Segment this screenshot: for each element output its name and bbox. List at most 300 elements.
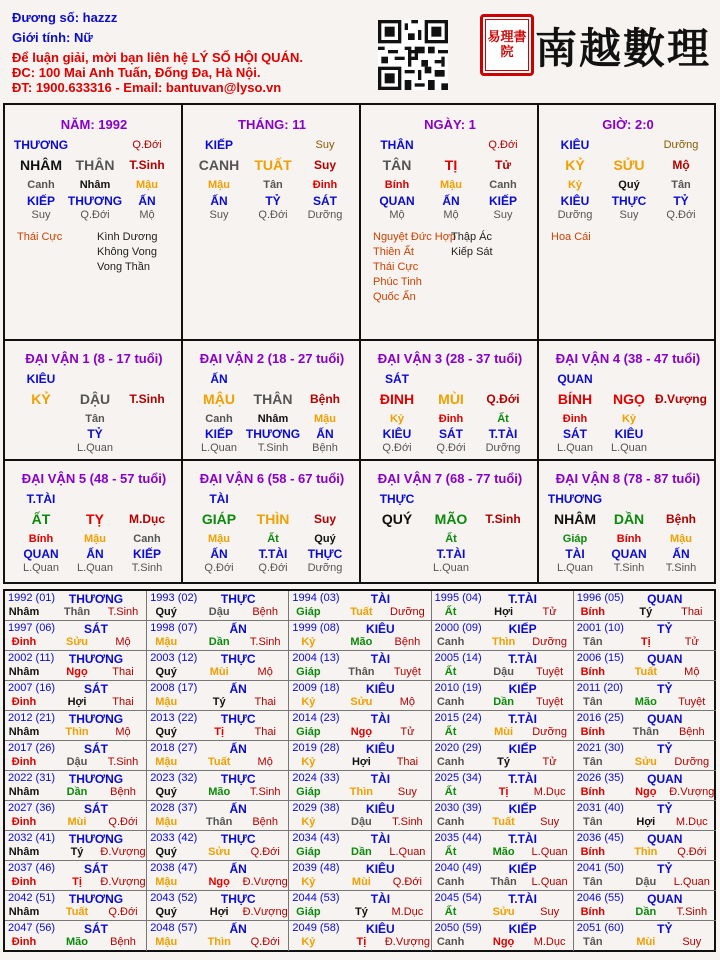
dai-van-sao: THƯƠNG bbox=[547, 492, 603, 506]
hidden-sao: KIÊU bbox=[614, 427, 644, 441]
year-can: Nhâm bbox=[8, 606, 40, 618]
year-sao: SÁT bbox=[84, 862, 108, 876]
year-label: 2047 (56) bbox=[8, 922, 56, 934]
hidden-sao: ẤN bbox=[442, 194, 460, 208]
hidden-can: Tân bbox=[263, 179, 283, 191]
dai-van-sao: TÀI bbox=[209, 492, 229, 506]
year-can: Đinh bbox=[11, 756, 37, 768]
hidden-ts: L.Quan bbox=[556, 442, 594, 454]
year-can: Ất bbox=[444, 846, 457, 858]
hidden-sao: ẤN bbox=[210, 547, 228, 561]
hidden-can: Canh bbox=[205, 413, 233, 425]
year-cell bbox=[147, 771, 289, 801]
year-cell bbox=[432, 801, 574, 831]
year-sao: KIÊU bbox=[366, 862, 395, 876]
year-sao: TỶ bbox=[657, 622, 673, 636]
year-sao: THƯƠNG bbox=[68, 892, 124, 906]
year-cell bbox=[574, 681, 716, 711]
year-chi: Thìn bbox=[349, 786, 373, 798]
hidden-can: Đinh bbox=[438, 413, 464, 425]
hidden-can: Mậu bbox=[208, 533, 230, 545]
year-cell bbox=[432, 891, 574, 921]
year-can: Canh bbox=[436, 756, 465, 768]
year-cell bbox=[432, 591, 574, 621]
year-sao: TÀI bbox=[370, 772, 391, 786]
hidden-sao: KIÊU bbox=[560, 194, 590, 208]
pillar-extra: Suy bbox=[315, 139, 335, 151]
year-label: 2024 (33) bbox=[292, 772, 340, 784]
hidden-ts: Q.Đới bbox=[258, 562, 288, 574]
year-label: 1993 (02) bbox=[150, 592, 198, 604]
year-label: 2019 (28) bbox=[292, 742, 340, 754]
year-chi: Ngọ bbox=[66, 666, 88, 678]
dai-van-ts: Bệnh bbox=[666, 512, 696, 526]
hidden-sao: ẤN bbox=[316, 427, 334, 441]
hidden-sao: KIẾP bbox=[204, 427, 234, 441]
year-chi: Tuất bbox=[492, 816, 515, 828]
hidden-sao: QUAN bbox=[23, 547, 59, 561]
year-label: 2043 (52) bbox=[150, 892, 198, 904]
hidden-can: Kỷ bbox=[567, 179, 583, 191]
hidden-can: Kỷ bbox=[389, 413, 405, 425]
dai-van-can: NHÂM bbox=[554, 511, 596, 527]
year-label: 2012 (21) bbox=[8, 712, 56, 724]
year-sao: THƯƠNG bbox=[68, 592, 124, 606]
year-can: Kỷ bbox=[301, 696, 316, 708]
year-ts: Đ.Vượng bbox=[242, 906, 288, 918]
year-chi: Thìn bbox=[634, 846, 658, 858]
year-label: 2031 (40) bbox=[576, 802, 624, 814]
year-chi: Tị bbox=[356, 936, 367, 948]
year-label: 2015 (24) bbox=[434, 712, 482, 724]
year-can: Ất bbox=[444, 906, 457, 918]
dai-van-chi: TỴ bbox=[86, 511, 104, 527]
dai-van-ts: Bệnh bbox=[310, 392, 340, 406]
dai-van-sao: ẤN bbox=[210, 372, 228, 386]
year-cell bbox=[5, 891, 147, 921]
hidden-ts: Mộ bbox=[443, 209, 459, 221]
year-can: Giáp bbox=[296, 906, 321, 918]
than-sat-left: Thái Cực bbox=[17, 231, 63, 243]
year-chi: Tuất bbox=[634, 666, 657, 678]
dai-van-6 bbox=[183, 461, 361, 582]
than-sat-right: Kình Dương bbox=[97, 231, 158, 243]
year-sao: SÁT bbox=[84, 922, 108, 936]
year-chi: Tị bbox=[214, 726, 225, 738]
year-can: Bính bbox=[580, 786, 606, 798]
year-label: 1992 (01) bbox=[8, 592, 56, 604]
year-can: Đinh bbox=[11, 876, 37, 888]
hidden-ts: L.Quan bbox=[200, 442, 238, 454]
year-cell bbox=[574, 591, 716, 621]
year-label: 2033 (42) bbox=[150, 832, 198, 844]
year-cell bbox=[289, 861, 431, 891]
year-chi: Thân bbox=[632, 726, 659, 738]
year-label: 2048 (57) bbox=[150, 922, 198, 934]
year-chi: Thân bbox=[206, 816, 233, 828]
year-can: Mậu bbox=[155, 636, 178, 648]
year-ts: Bệnh bbox=[110, 786, 136, 798]
hidden-ts: T.Sinh bbox=[131, 562, 163, 574]
year-chi: Tý bbox=[212, 696, 226, 708]
year-chi: Dần bbox=[66, 786, 88, 798]
year-sao: ẤN bbox=[229, 802, 247, 816]
contact-line: Để luận giải, mời bạn liên hệ LÝ SỐ HỘI QUÁN. bbox=[12, 50, 303, 65]
year-chi: Tý bbox=[354, 906, 368, 918]
hidden-can: Ất bbox=[497, 413, 509, 425]
year-cell bbox=[5, 711, 147, 741]
header bbox=[0, 0, 720, 100]
year-label: 2002 (11) bbox=[8, 652, 55, 664]
year-can: Canh bbox=[436, 876, 465, 888]
year-label: 2022 (31) bbox=[8, 772, 56, 784]
hidden-sao: ẤN bbox=[138, 194, 156, 208]
year-sao: T.TÀI bbox=[508, 592, 537, 606]
year-chi: Tý bbox=[70, 846, 84, 858]
year-chi: Tuất bbox=[65, 906, 89, 918]
year-chi: Ngọ bbox=[492, 936, 515, 948]
year-ts: Suy bbox=[682, 936, 702, 948]
year-ts: T.Sinh bbox=[676, 906, 708, 918]
year-can: Bính bbox=[580, 846, 606, 858]
than-sat-left: Quốc Ấn bbox=[373, 291, 416, 303]
hidden-ts: Q.Đới bbox=[666, 209, 696, 221]
year-label: 1999 (08) bbox=[292, 622, 340, 634]
year-can: Kỷ bbox=[301, 936, 316, 948]
annual-grid bbox=[3, 589, 716, 952]
year-label: 2011 (20) bbox=[576, 682, 624, 694]
year-ts: Tử bbox=[684, 636, 699, 648]
year-can: Mậu bbox=[155, 876, 178, 888]
year-cell bbox=[289, 801, 431, 831]
year-cell bbox=[5, 861, 147, 891]
year-ts: Thai bbox=[254, 696, 276, 708]
year-can: Nhâm bbox=[8, 666, 40, 678]
year-ts: Tử bbox=[542, 756, 557, 768]
year-ts: Q.Đới bbox=[108, 906, 138, 918]
hidden-ts: L.Quan bbox=[556, 562, 594, 574]
hidden-sao: ẤN bbox=[672, 547, 690, 561]
pillar-ts: T.Sinh bbox=[129, 158, 165, 172]
pillar-sao: THƯƠNG bbox=[13, 138, 69, 152]
gender: Giới tính: Nữ bbox=[12, 30, 93, 45]
year-chi: Dậu bbox=[208, 606, 230, 618]
year-chi: Mùi bbox=[67, 816, 87, 828]
year-label: 2001 (10) bbox=[576, 622, 624, 634]
year-cell bbox=[147, 831, 289, 861]
year-ts: Tử bbox=[542, 606, 557, 618]
year-can: Tân bbox=[583, 696, 603, 708]
pillar-ts: Tử bbox=[494, 158, 512, 172]
year-cell bbox=[5, 921, 147, 951]
address-line: ĐC: 100 Mai Anh Tuấn, Đống Đa, Hà Nội. bbox=[12, 65, 261, 80]
year-label: 2028 (37) bbox=[150, 802, 198, 814]
hidden-sao: THƯƠNG bbox=[67, 194, 123, 208]
year-label: 2027 (36) bbox=[8, 802, 56, 814]
year-label: 2042 (51) bbox=[8, 892, 56, 904]
year-cell bbox=[289, 771, 431, 801]
year-label: 2017 (26) bbox=[8, 742, 56, 754]
year-sao: ẤN bbox=[229, 622, 247, 636]
year-cell bbox=[432, 651, 574, 681]
than-sat-left: Nguyệt Đức Hợp bbox=[373, 231, 457, 243]
year-sao: ẤN bbox=[229, 922, 247, 936]
year-cell bbox=[5, 801, 147, 831]
year-cell bbox=[5, 651, 147, 681]
pillar-0 bbox=[5, 105, 183, 341]
year-can: Bính bbox=[580, 906, 606, 918]
year-chi: Sửu bbox=[350, 696, 373, 708]
year-chi: Ngọ bbox=[208, 876, 230, 888]
year-sao: THỰC bbox=[220, 892, 256, 906]
year-chi: Sửu bbox=[65, 636, 89, 648]
pillar-chi: SỬU bbox=[613, 157, 645, 173]
hidden-ts: Mộ bbox=[139, 209, 155, 221]
year-ts: Thai bbox=[112, 696, 134, 708]
year-cell bbox=[432, 741, 574, 771]
year-can: Kỷ bbox=[301, 816, 316, 828]
year-chi: Hợi bbox=[67, 696, 87, 708]
year-label: 2005 (14) bbox=[434, 652, 482, 664]
year-sao: KIẾP bbox=[508, 742, 537, 756]
hidden-sao: SÁT bbox=[439, 427, 463, 441]
year-can: Canh bbox=[436, 696, 465, 708]
hidden-ts: Dưỡng bbox=[307, 209, 343, 221]
year-sao: KIẾP bbox=[508, 922, 537, 936]
than-sat-right: Không Vong bbox=[97, 246, 157, 258]
dai-van-can: QUÝ bbox=[381, 511, 413, 527]
hidden-ts: Dưỡng bbox=[557, 209, 593, 221]
year-ts: L.Quan bbox=[531, 846, 568, 858]
year-label: 2030 (39) bbox=[434, 802, 482, 814]
year-sao: KIẾP bbox=[508, 802, 537, 816]
year-sao: QUAN bbox=[647, 832, 683, 846]
dai-van-ts: Q.Đới bbox=[486, 392, 520, 406]
year-cell bbox=[574, 921, 716, 951]
year-label: 2023 (32) bbox=[150, 772, 198, 784]
year-cell bbox=[574, 861, 716, 891]
hidden-ts: Suy bbox=[31, 209, 51, 221]
year-can: Mậu bbox=[155, 816, 178, 828]
brand-logo: 南越數理 bbox=[535, 24, 712, 73]
qr-code-icon[interactable] bbox=[378, 20, 448, 90]
year-ts: T.Sinh bbox=[107, 606, 139, 618]
year-can: Ất bbox=[444, 726, 457, 738]
year-cell bbox=[289, 921, 431, 951]
hidden-sao: SÁT bbox=[313, 194, 337, 208]
hidden-sao: ẤN bbox=[86, 547, 104, 561]
year-label: 2026 (35) bbox=[576, 772, 624, 784]
pillar-chi: THÂN bbox=[75, 157, 115, 173]
year-ts: Thai bbox=[396, 756, 419, 768]
year-can: Giáp bbox=[296, 606, 321, 618]
year-cell bbox=[574, 711, 716, 741]
hidden-sao: KIÊU bbox=[382, 427, 412, 441]
year-can: Ất bbox=[444, 786, 457, 798]
year-sao: SÁT bbox=[84, 622, 108, 636]
year-sao: KIẾP bbox=[508, 682, 537, 696]
dai-van-can: MẬU bbox=[203, 391, 235, 407]
year-ts: Thai bbox=[254, 726, 276, 738]
year-ts: T.Sinh bbox=[249, 636, 281, 648]
dai-van-sao: THỰC bbox=[379, 492, 415, 506]
hidden-can: Mậu bbox=[440, 179, 462, 191]
year-ts: Mộ bbox=[684, 666, 700, 678]
year-cell bbox=[574, 801, 716, 831]
year-cell bbox=[5, 771, 147, 801]
year-chi: Mùi bbox=[351, 876, 371, 888]
year-ts: Q.Đới bbox=[250, 846, 280, 858]
dai-van-ts: Đ.Vượng bbox=[655, 392, 707, 406]
year-sao: SÁT bbox=[84, 742, 108, 756]
year-sao: THỰC bbox=[220, 832, 256, 846]
dai-van-ts: Suy bbox=[313, 512, 337, 526]
hidden-sao: QUAN bbox=[611, 547, 647, 561]
year-can: Bính bbox=[580, 726, 606, 738]
year-label: 1997 (06) bbox=[8, 622, 56, 634]
year-can: Quý bbox=[155, 726, 177, 738]
hidden-ts: T.Sinh bbox=[613, 562, 645, 574]
year-chi: Sửu bbox=[208, 846, 231, 858]
pillar-ts: Mộ bbox=[672, 158, 690, 172]
year-sao: THƯƠNG bbox=[68, 652, 124, 666]
year-cell bbox=[574, 891, 716, 921]
year-label: 2041 (50) bbox=[576, 862, 624, 874]
year-cell bbox=[5, 591, 147, 621]
year-label: 1995 (04) bbox=[434, 592, 482, 604]
year-chi: Dần bbox=[351, 846, 372, 858]
year-sao: THỰC bbox=[220, 592, 256, 606]
year-can: Đinh bbox=[11, 936, 37, 948]
year-sao: THƯƠNG bbox=[68, 832, 124, 846]
year-cell bbox=[147, 861, 289, 891]
year-ts: Mộ bbox=[115, 636, 131, 648]
year-label: 2032 (41) bbox=[8, 832, 56, 844]
year-label: 2029 (38) bbox=[292, 802, 340, 814]
year-label: 1996 (05) bbox=[576, 592, 624, 604]
hidden-can: Đinh bbox=[312, 179, 338, 191]
year-label: 2020 (29) bbox=[434, 742, 482, 754]
hidden-ts: T.Sinh bbox=[257, 442, 289, 454]
year-ts: Tuyệt bbox=[678, 696, 706, 708]
year-ts: T.Sinh bbox=[249, 786, 281, 798]
hidden-ts: Q.Đới bbox=[204, 562, 234, 574]
year-sao: QUAN bbox=[647, 772, 683, 786]
year-chi: Dần bbox=[208, 636, 230, 648]
year-chi: Mùi bbox=[636, 936, 656, 948]
year-label: 2040 (49) bbox=[434, 862, 482, 874]
hidden-ts: L.Quan bbox=[610, 442, 648, 454]
year-cell bbox=[147, 741, 289, 771]
year-sao: TÀI bbox=[370, 592, 391, 606]
year-label: 1998 (07) bbox=[150, 622, 198, 634]
year-ts: Bệnh bbox=[252, 816, 279, 828]
year-chi: Dậu bbox=[635, 876, 657, 888]
hidden-can: Tân bbox=[85, 413, 105, 425]
year-chi: Hợi bbox=[494, 606, 514, 618]
year-ts: Q.Đới bbox=[250, 936, 280, 948]
hidden-can: Mậu bbox=[670, 533, 692, 545]
year-cell bbox=[574, 771, 716, 801]
year-sao: T.TÀI bbox=[508, 772, 537, 786]
year-ts: Bệnh bbox=[678, 726, 705, 738]
year-can: Kỷ bbox=[301, 636, 316, 648]
year-can: Tân bbox=[583, 876, 603, 888]
year-cell bbox=[147, 801, 289, 831]
year-sao: QUAN bbox=[647, 592, 683, 606]
pillar-chi: TUẤT bbox=[254, 157, 292, 173]
year-sao: QUAN bbox=[647, 892, 683, 906]
year-can: Nhâm bbox=[8, 906, 40, 918]
hidden-can: Bính bbox=[616, 533, 642, 545]
year-cell bbox=[432, 621, 574, 651]
year-sao: KIÊU bbox=[366, 802, 395, 816]
year-can: Giáp bbox=[296, 726, 321, 738]
year-cell bbox=[289, 741, 431, 771]
year-ts: Q.Đới bbox=[108, 816, 138, 828]
year-chi: Thân bbox=[63, 606, 91, 618]
dai-van-chi: NGỌ bbox=[613, 391, 645, 407]
year-cell bbox=[432, 921, 574, 951]
dai-van-ts: T.Sinh bbox=[485, 512, 521, 526]
year-ts: Thai bbox=[112, 666, 134, 678]
year-cell bbox=[289, 891, 431, 921]
year-ts: M.Dục bbox=[391, 906, 424, 918]
year-sao: THỰC bbox=[220, 652, 256, 666]
year-ts: Đ.Vượng bbox=[384, 936, 430, 948]
year-can: Quý bbox=[155, 666, 177, 678]
pillar-can: TÂN bbox=[382, 157, 412, 173]
hidden-ts: Q.Đới bbox=[382, 442, 412, 454]
hidden-sao: T.TÀI bbox=[488, 427, 518, 441]
year-cell bbox=[147, 591, 289, 621]
year-chi: Mão bbox=[492, 846, 515, 858]
hidden-ts: Q.Đới bbox=[258, 209, 288, 221]
year-chi: Tị bbox=[498, 786, 509, 798]
year-cell bbox=[289, 651, 431, 681]
hidden-can: Bính bbox=[28, 533, 54, 545]
hidden-can: Tân bbox=[671, 179, 691, 191]
year-sao: TÀI bbox=[370, 892, 391, 906]
year-sao: TỶ bbox=[657, 922, 673, 936]
year-can: Kỷ bbox=[301, 876, 316, 888]
year-can: Đinh bbox=[11, 816, 37, 828]
year-can: Nhâm bbox=[8, 846, 40, 858]
hidden-ts: Bệnh bbox=[312, 442, 338, 454]
year-label: 1994 (03) bbox=[292, 592, 340, 604]
year-chi: Mão bbox=[634, 696, 657, 708]
hidden-ts: L.Quan bbox=[432, 562, 470, 574]
year-cell bbox=[147, 651, 289, 681]
year-cell bbox=[147, 891, 289, 921]
hidden-sao: KIẾP bbox=[26, 194, 56, 208]
pillar-extra: Q.Đới bbox=[132, 139, 162, 151]
phone-email-line: ĐT: 1900.633316 - Email: bantuvan@lyso.vn bbox=[12, 80, 282, 95]
hidden-sao: T.TÀI bbox=[436, 547, 466, 561]
pillar-3 bbox=[539, 105, 714, 341]
year-cell bbox=[574, 741, 716, 771]
year-can: Nhâm bbox=[8, 786, 40, 798]
pillar-can: CANH bbox=[198, 157, 240, 173]
dai-van-title: ĐẠI VẬN 2 (18 - 27 tuổi) bbox=[199, 351, 345, 366]
year-can: Canh bbox=[436, 636, 465, 648]
year-can: Canh bbox=[436, 936, 465, 948]
year-can: Giáp bbox=[296, 846, 321, 858]
year-chi: Sửu bbox=[634, 756, 657, 768]
dai-van-ts: M.Dục bbox=[129, 512, 165, 526]
year-ts: Tuyệt bbox=[536, 696, 564, 708]
year-ts: Q.Đới bbox=[677, 846, 707, 858]
